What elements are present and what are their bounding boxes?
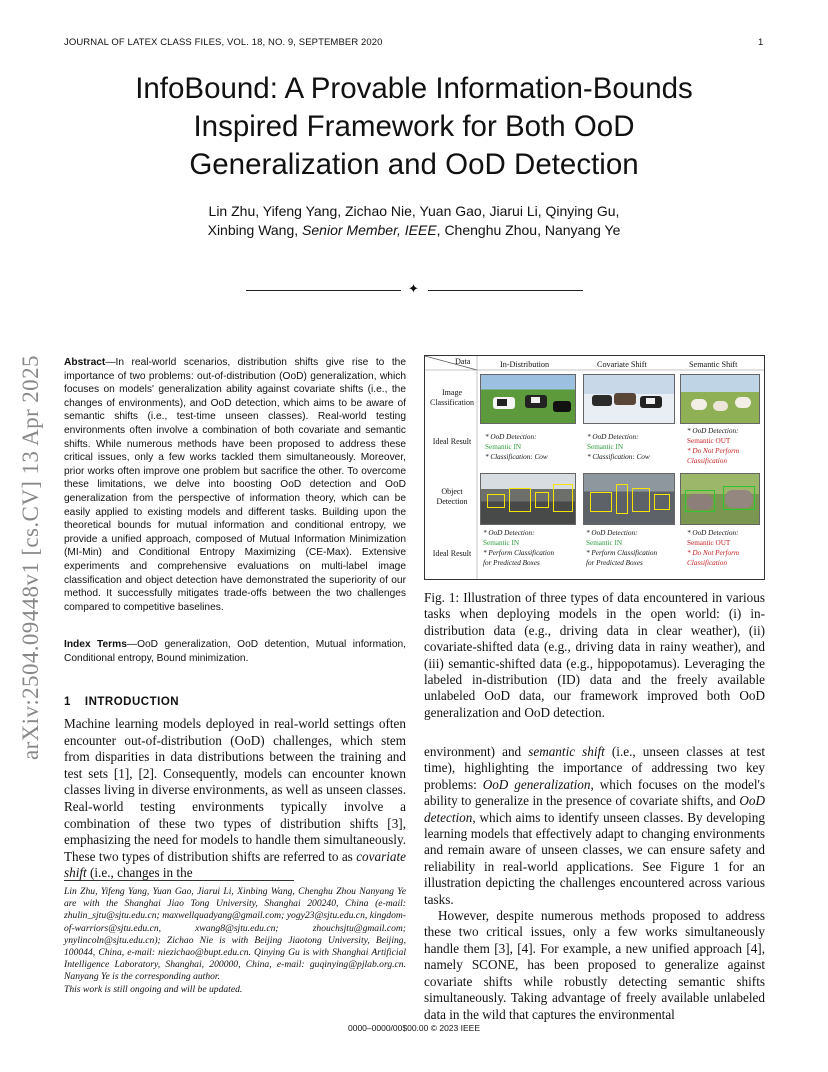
intro-text: Machine learning models deployed in real-world settings often encounter out-of-distribution (OoD) challenges, which stem from disparities in data distributions between the training and test sets [1], [2]. Consequently, models can encounter known classes living in diverse environments, as well as unseen classes. Real-world testing environments typically involve a combination of these two types of distribution shifts [3], emphasizing the need for models to handle them simultaneously. These two types of distribution shifts are referred to as <box>64 716 406 864</box>
paragraph <box>424 744 765 908</box>
hippo-image <box>680 473 760 525</box>
author-line: Xinbing Wang, <box>207 222 299 238</box>
result-line: * Do Not Perform <box>687 549 740 557</box>
text-run: , which aims to identify unseen classes. By developing learning models that effectively adapt to changing environments and remain aware of unseen classes, we can ensure safety and reliability in real-world applications. See Figure 1 for an illustration depicting the challenges encountered across various tasks. <box>424 809 765 907</box>
figure-corner-label: Data <box>455 357 471 366</box>
intro-text: (i.e., changes in the <box>86 865 193 881</box>
title-line: Inspired Framework for Both OoD <box>193 110 635 143</box>
emphasis: OoD detection <box>424 793 765 825</box>
result-line: * Perform Classification <box>483 549 555 557</box>
diamond-icon: ✦ <box>408 281 419 296</box>
result-line: * Classification: Cow <box>485 453 548 461</box>
text-run: (i.e., unseen classes at test time), highlighting the importance of addressing two key problems: <box>424 744 765 792</box>
det-result-covariate-shift <box>586 528 657 568</box>
page-number: 1 <box>758 37 764 48</box>
result-line: * OoD Detection: <box>587 433 639 441</box>
det-result-in-distribution <box>483 528 554 568</box>
abstract <box>64 356 406 614</box>
result-line: for Predicted Boxes <box>483 559 540 567</box>
semantic-out-label: Semantic OUT <box>687 539 731 547</box>
cls-result-in-distribution <box>485 432 548 462</box>
text-run: , which focuses on the model's ability to generalize in the presence of covariate shifts, and <box>424 776 765 809</box>
emphasis: semantic shift <box>528 744 605 759</box>
result-line: * OoD Detection: <box>586 529 638 537</box>
column-header-in-distribution: In-Distribution <box>500 360 550 369</box>
result-line: * OoD Detection: <box>483 529 535 537</box>
footnote-note: This work is still ongoing and will be updated. <box>64 983 243 995</box>
cls-result-covariate-shift <box>587 432 650 462</box>
result-line: * Classification: Cow <box>587 453 650 461</box>
sheep-field-image <box>680 374 760 424</box>
semantic-in-label: Semantic IN <box>485 443 522 451</box>
arxiv-stamp: arXiv:2504.09448v1 [cs.CV] 13 Apr 2025 <box>18 355 43 760</box>
author-list <box>64 202 764 240</box>
semantic-out-label: Semantic OUT <box>687 437 731 445</box>
author-line: Lin Zhu, Yifeng Yang, Zichao Nie, Yuan Gao, Jiarui Li, Qinying Gu, <box>208 203 620 219</box>
cls-result-semantic-shift <box>687 426 739 466</box>
paper-title <box>64 70 764 184</box>
abstract-label: Abstract <box>64 357 106 368</box>
street-clear-image <box>480 473 576 525</box>
page-footer: 0000–0000/00$00.00 © 2023 IEEE <box>348 1023 480 1033</box>
author-footnote <box>64 886 406 996</box>
abstract-text: —In real-world scenarios, distribution shifts give rise to the importance of two problems: out-of-distribution (OoD) generalization, which focuses on models' generalization ability against covariate shifts (i.e., the changes of environments), and OoD detection, which aims to be aware of semantic shifts (i.e., test-time unseen classes). Real-world testing environments often involve a combination of both covariate and semantic shifts. While numerous methods have been proposed to address these critical issues, only a few works tackled them simultaneously. Moreover, prior works often improve one problem but sacrifice the other. To overcome these limitations, we delve into boosting OoD detection and OoD generalization from the perspective of information theory, which can be easily applied to existing models and different tasks. Building upon the theoretical bounds for mutual information and conditional entropy, we provide a unified approach, composed of Mutual Information Minimization (MI-Min) and Conditional Entropy Maximizing (CE-Max). Extensive experiments and comprehensive evaluations on multi-label image classification and object detection have demonstrated the superiority of our method. It successfully mitigates trade-offs between the two challenges compared to competitive baselines. <box>64 357 406 613</box>
result-line: * OoD Detection: <box>485 433 537 441</box>
paragraph: However, despite numerous methods proposed to address these two critical issues, only a few works simultaneously handle them [3], [4]. For example, a new unified approach [4], namely SCONE, has been proposed to generalize against covariate shifts while robustly detecting semantic shifts simultaneously. Taking advantage of freely available unlabeled data in the wild that captures the environmental <box>424 908 765 1022</box>
row-label-object-detection: Object Detection <box>436 487 468 506</box>
divider-line-right <box>428 290 583 291</box>
author-role: Senior Member, IEEE <box>302 222 437 238</box>
author-line: , Chenghu Zhou, Nanyang Ye <box>436 222 621 238</box>
row-label-image-classification: Image Classification <box>430 388 474 407</box>
running-head: JOURNAL OF LATEX CLASS FILES, VOL. 18, NO. 9, SEPTEMBER 2020 <box>64 37 383 48</box>
column-header-semantic-shift: Semantic Shift <box>689 360 738 369</box>
street-rainy-image <box>583 473 675 525</box>
semantic-in-label: Semantic IN <box>586 539 623 547</box>
result-line: * OoD Detection: <box>687 427 739 435</box>
text-run: environment) and <box>424 744 529 759</box>
result-line: * Do Not Perform <box>687 447 740 455</box>
footnote-affiliations: Lin Zhu, Yifeng Yang, Yuan Gao, Jiarui Li, Xinbing Wang, Chenghu Zhou Nanyang Ye are with the Shanghai Jiao Tong University, Shanghai 200240, China (e-mail: zhulin_sjtu@sjtu.edu.cn; maxwellquadyang@gmail.com; yogy23@sjtu.edu.cn, kingdom-of-warriors@sjtu.edu.cn, xwang8@sjtu.edu.cn; zhouchsjtu@gmail.com; ynylincoln@sjtu.edu.cn); Zichao Nie is with Beijing Jiaotong University, Beijing, 100044, China, e-mail: niezichao@bupt.edu.cn. Qinying Gu is with Shanghai Artificial Intelligence Laboratory, Shanghai, 200000, China, e-mail: guqinying@pjlab.org.cn. Nanyang Ye is the corresponding author. <box>64 886 406 983</box>
section-title: INTRODUCTION <box>84 696 180 708</box>
section-number: 1 <box>64 696 71 708</box>
semantic-in-label: Semantic IN <box>483 539 520 547</box>
result-line: Classification <box>687 457 727 465</box>
title-divider <box>246 282 586 296</box>
section-heading <box>64 696 179 708</box>
figure-1 <box>424 355 765 580</box>
cow-field-image <box>480 374 576 424</box>
semantic-in-label: Semantic IN <box>587 443 624 451</box>
intro-paragraph <box>64 716 406 882</box>
index-terms <box>64 638 406 665</box>
det-result-semantic-shift <box>687 528 739 568</box>
index-terms-label: Index Terms <box>64 639 127 650</box>
result-line: * Perform Classification <box>586 549 658 557</box>
row-label-ideal-result: Ideal Result <box>432 437 472 446</box>
column-header-covariate-shift: Covariate Shift <box>597 360 647 369</box>
result-line: Classification <box>687 559 727 567</box>
row-label-ideal-result: Ideal Result <box>432 549 472 558</box>
title-line: Generalization and OoD Detection <box>189 148 639 181</box>
result-line: for Predicted Boxes <box>586 559 643 567</box>
result-line: * OoD Detection: <box>687 529 739 537</box>
cows-in-snow-image <box>583 374 675 424</box>
title-line: InfoBound: A Provable Information-Bounds <box>135 72 693 105</box>
figure-caption: Fig. 1: Illustration of three types of data encountered in various tasks when deploying models in the open world: (i) in-distribution data (e.g., driving data in clear weather), (ii) covariate-shifted data (e.g., driving data in rainy weather), and (iii) semantic-shifted data (e.g., hippopotamus). Leveraging the labeled in-distribution (ID) data and the freely available unlabeled OoD data, our framework improved both OoD generalization and OoD detection. <box>424 590 765 720</box>
divider-line-left <box>246 290 401 291</box>
index-terms-text: —OoD generalization, OoD detention, Mutual information, Conditional entropy, Bound minimization. <box>64 639 406 664</box>
right-column-body <box>424 744 765 1023</box>
footnote-rule <box>64 880 294 881</box>
emphasis: OoD generalization <box>482 776 591 792</box>
intro-emphasis: covariate shift <box>64 848 406 881</box>
